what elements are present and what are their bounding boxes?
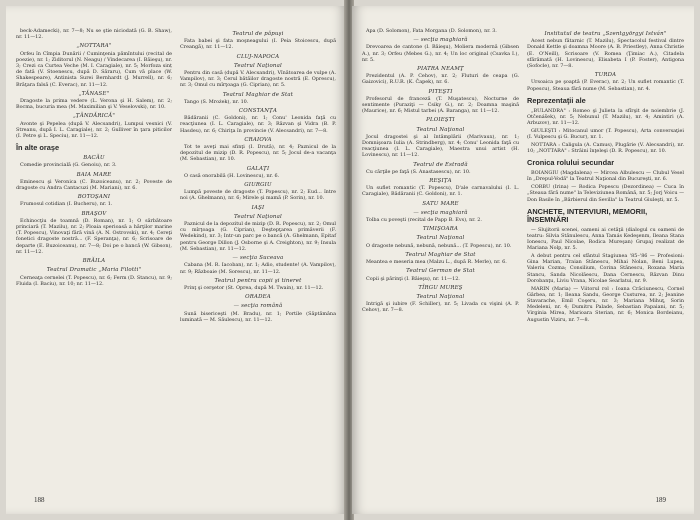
venue-heading: „TĂNASE"	[78, 90, 110, 97]
entry-paragraph: Drevoarea de cantone (I. Băieşu), Moliera modernă (Gibsen A.), nr. 3; Orfeu (Mebes G.), nr. 4; Un loc original (Csavka I.), nr. 5.	[362, 44, 519, 63]
venue-heading: SATU MARE	[422, 200, 459, 207]
section-heading: Reprezentaţii ale	[527, 95, 586, 105]
entry-paragraph: Ursoaica pe şoaptă (P. Everac), nr. 2; Un suflet romantic (T. Popescu), Steaua fără nume (M. Sebastian), nr. 4.	[527, 79, 684, 92]
venue-heading: Teatrul Naţional	[234, 62, 282, 69]
venue-heading: Teatrul Maghiar de Stat	[222, 91, 294, 98]
venue-heading: Teatrul Naţional	[234, 213, 282, 220]
entry-paragraph: GIULEŞTI : Mitocanul umor (T. Popescu), Arta conversaţiei (I. Vulpescu şi G. Bucur), nr. 1.	[527, 127, 684, 141]
entry-paragraph: Echinocţiu de toamnă (D. Roman), nr. 1; O sărbătoare princiară (T. Mazilu), nr. 2; Ploaia sperioasă a hărţilor marine (T. Popescu), Vinovaţi fără vină (A. N. Ostrovski), nr. 4; Cereţi fonetici dragoste nostră... (F. Speranţa), nr. 6; Scrisoare de departe (E. Buzoiceanu), nr. 7—8; Doi pe o bancă (W. Gibson), nr. 11—12.	[16, 217, 172, 255]
venue-heading: BRĂILA	[82, 258, 106, 265]
entry-paragraph: Meantea e meseria mea (Malzu L., după R. Merle), nr. 6.	[366, 259, 507, 266]
venue-heading: CRAIOVA	[244, 136, 272, 143]
venue-heading: Teatrul Naţional	[416, 293, 465, 300]
entry-paragraph: Copii şi părinţi (I. Băieşu), nr. 11—12.	[366, 275, 460, 282]
entry-paragraph: Cerneaţa cernelei (T. Popescu), nr. 6; Ferm (D. Stancu), nr. 9; Fluida (I. Baciu), nr. 10; nr. 11—12.	[16, 274, 172, 287]
entry-paragraph: Acest nebun fătarnic (T. Mazilu), Spectacolul festival dintre Donald Kettle şi doamna Moore (A. B. Priestley), Anna Christie (E. O'Neill), Scrisoare (V. Romea (Ţimiac A.), Citadela sfărâmată (H. Lovinescu), Elisabeta I (P. Foster), Antigona (Sofocle), nr. 7—8.	[527, 38, 684, 70]
venue-heading: — secţia română	[233, 303, 283, 310]
entry-paragraph: Dragoste la prima vedere (L. Verona şi H. Salem), nr. 2; Bocma, bucuria mea (M. Maximilian şi V. Veselovski), nr. 10.	[16, 98, 172, 111]
entry-paragraph: O casă onorabilă (H. Lovinescu), nr. 6.	[184, 172, 280, 179]
entry-paragraph: Avonte şi Pepelea (după V. Alecsandri), Lumpui vesnici (V. Streanu, după I. L. Caragiale), nr. 2; Gulliver în ţara piticilor (I. Petre şi L. Speciu), nr. 11—12.	[16, 120, 172, 140]
entry-paragraph: A debut pentru cel sfântul Stagiunea '85–'86 — Profesioni: Gina Marian, Traian Stănescu, Mihai Nolan, Beni Lupea, Valeriu Cozma; Consilium, Corina Stănescu, Roxana Maria Stancu, Sanda Nicolăescu, Dana Cernescu, Răzvan Dinu Dorobanţu, Liviu Vrana, Nicolae Searlatui, nr. 9.	[527, 253, 684, 284]
entry-paragraph: O dragoste nebună, nebună, nebună... (T. Popescu), nr. 10.	[366, 242, 512, 249]
page-number-left: 188	[34, 496, 45, 504]
entry-paragraph: Tango (S. Mrożek), nr. 10.	[184, 98, 249, 105]
entry-paragraph: Lumpă poveste de dragoste (T. Popescu), nr. 2; Eud... între noi (A. Ghelmann), nr. 6; Mirele şi mamă (P. Sorin), nr. 10.	[180, 189, 336, 202]
venue-heading: Teatrul Dramatic „Maria Filotti"	[46, 267, 142, 274]
section-heading: În alte oraşe	[16, 143, 60, 153]
venue-heading: Institutul de teatru „Szentgyörgyi István"	[544, 31, 667, 37]
entry-paragraph: BOIANGIU (Magdalena) — Mircea Albulescu — Clubul Vesel în „Drepul-Vodă" la Teatrul Naţional din Bucureşti, nr. 6.	[527, 170, 684, 183]
left-page-column-2	[180, 28, 336, 504]
entry-paragraph: beck-Adamecki), nr. 7—8; Nu se ştie niciodată (G. B. Shaw), nr. 11—12.	[16, 28, 172, 41]
left-page	[6, 6, 346, 514]
entry-paragraph: Sună bisericeşti (M. Bradu), nr. 1; Portile (Săptămâna luminată — M. Săulescu), nr. 11—12.	[180, 310, 336, 323]
section-heading: ANCHETE, INTERVIURI, MEMORII, ÎNSEMNĂRI	[527, 206, 648, 224]
venue-heading: CONSTANŢA	[238, 108, 278, 115]
venue-heading: TÎRGU MUREŞ	[418, 284, 463, 291]
entry-paragraph: Apa (D. Solomon), Fata Morgana (D. Solomon), nr. 3.	[366, 28, 497, 34]
entry-paragraph: Prezidentul (A. P. Cehov), nr. 2; Fluturi de ceapa (G. Gaizovici), R.U.R. (K. Čapek), nr. 6.	[362, 73, 519, 86]
venue-heading: — secţia maghiară	[413, 37, 468, 44]
venue-heading: GALAŢI	[246, 165, 270, 172]
venue-heading: BRAŞOV	[81, 210, 107, 217]
venue-heading: PITEŞTI	[428, 88, 453, 95]
entry-paragraph: Intrigă şi iubire (F. Schiller), nr. 5; Livada cu vişini (A. P. Cehov), nr. 7—8.	[362, 301, 519, 314]
entry-paragraph: Jocul dragostei şi al întâmplării (Marivaux), nr. 1; Domnişoara Iulia (A. Strindberg), nr. 4; Conu' Leonida faţă cu reacţiunea (I. L. Caragiale), Maestra unui artist (H. Lovinescu), nr. 11—12.	[362, 133, 519, 159]
venue-heading: Teatrul Naţional	[416, 235, 465, 242]
venue-heading: Teatrul de Estradă	[413, 161, 468, 168]
venue-heading: PIATRA NEAMŢ	[417, 66, 464, 73]
venue-heading: Teatrul German de Stat	[406, 268, 475, 275]
venue-heading: BAIA MARE	[76, 171, 112, 178]
entry-paragraph: Cu cărţile pe faţă (S. Anastasescu), nr. 10.	[366, 168, 471, 175]
entry-paragraph: NOTTARA : Caligula (A. Camus), Plugărie (V. Alecsandri), nr. 10; „NOTTARA" : Străini înţeleşi (D. R. Popescu), nr. 10.	[527, 141, 684, 155]
venue-heading: BOTOŞANI	[77, 194, 111, 201]
entry-paragraph: Comedie provincială (G. Genoiu), nr. 3.	[20, 162, 117, 169]
venue-heading: Teatrul de păpuşi	[232, 31, 284, 37]
entry-paragraph: Fata babei şi fata moşneagului (I. Peia Stoicescu, după Creangă), nr. 11—12.	[180, 38, 336, 51]
entry-paragraph: — Slujitorii scenei, oameni ai cetăţii (dialogul cu oameni de teatru: Silvia Stănulescu, Anna Tamás Kedeşenm, Ileana Stana Ionescu, Paul Nicolae, Rodica Mureşan) Grupaj realizat de Mariana Nolp, nr. 5.	[527, 226, 684, 252]
entry-paragraph: Tolba cu poveşti (recital de Papp B. Evs), nr. 2.	[366, 217, 482, 224]
entry-paragraph: Profesorul de franceză (T. Muşatescu), Nocturne de sentimente (Puraziţi — Csiky G.), nr. 2; Doamna maşină (Maurice), nr. 6; Mistul tarbei (A. Baranga), nr. 11—12.	[362, 95, 519, 115]
right-page-column-2	[527, 28, 684, 504]
venue-heading: GIURGIU	[244, 182, 272, 189]
venue-heading: Teatrul Naţional	[416, 126, 465, 133]
venue-heading: — secţia maghiară	[413, 209, 468, 216]
entry-paragraph: Orfeu în Cîmpia Dunării / Cuminţenia pămîntului (recital de poezie), nr. 1; Ziditorul (N. Neagu) / Vindecarea (I. Băieşu), nr. 3; Crezi ca Curtea Veche (M. I. Caragiale), nr. 5; Morfoza sinț de fată (V. Stoenescu, după D. Săraru), Cum vă place (W. Shakespeare), Antinista Surei Bernhardt (J. Murrell), nr. 6; Brăţara falsă (C. Everac), nr. 11—12.	[16, 50, 172, 88]
entry-paragraph: Frumosul cotidian (I. Bucheru), nr. 1.	[20, 201, 113, 208]
venue-heading: IAŞI	[251, 204, 265, 211]
venue-heading: PLOIEŞTI	[426, 117, 455, 124]
entry-paragraph: CORBU (Irina) — Rodica Popescu (Dezordinea) — Cuca în „Steaua fără nume" la Televiziunea Română, nr. 5; Jorj Voicu — Don Basile în „Bărbierul din Sevilla" la Teatrul Giuleşti, nr. 5.	[527, 184, 684, 203]
venue-heading: TURDA	[594, 72, 617, 79]
page-number-right: 189	[655, 496, 666, 504]
venue-heading: CLUJ-NAPOCA	[236, 53, 280, 60]
entry-paragraph: Cabana (M. R. Iacoban), nr. 1; Adio, studente! (A. Vampilov), nr. 9; Războaie (M. Sorescu), nr. 11—12.	[180, 262, 336, 275]
venue-heading: BACĂU	[83, 155, 105, 162]
venue-heading: „ŢĂNDĂRICĂ"	[72, 113, 116, 120]
venue-heading: REŞIŢA	[429, 178, 452, 185]
venue-heading: — secţia Suceava	[232, 255, 284, 262]
venue-heading: ORADEA	[245, 294, 271, 301]
entry-paragraph: Paznicul de la depozitul de mizip (D. R. Popescu), nr. 2; Omul cu mîrţoaga (G. Ciprian), Deştepţarea primăverii (F. Wedekind), nr. 3; Intr-un parc pe o bancă (A. Ghelmann, Epitaf pentru George Dillon (J. Osborne şi A. Creighton), nr. 9; Insula (M. Sebastian), nr. 11—12.	[180, 221, 336, 252]
entry-paragraph: Un suflet romantic (T. Popescu), D'ale carnavalului (I. L. Caragiale), Bădăranii (C. Goldoni), nr. 1.	[362, 185, 519, 198]
venue-heading: TIMIŞOARA	[422, 226, 459, 233]
venue-heading: Teatrul Maghiar de Stat	[405, 251, 476, 258]
entry-paragraph: „BULANDRA" : Romeo şi Julieta la sfîrşit de noiembrie (J. Otčenášek), nr. 5; Nebunul (T. Mazilu), nr. 4; Amintiri (A. Arbuzov), nr. 11—12.	[527, 107, 684, 127]
left-page-column-1	[16, 28, 172, 504]
entry-paragraph: Bădăranii (C. Goldoni), nr. 1; Conu' Leonida faţă cu reacţiunea (I. L. Caragiale), nr. 3; Răzvan şi Vidra (B. P. Hasdeu), nr. 6; Chiriţa în provincie (V. Alecsandri), nr. 7—8.	[180, 115, 336, 134]
entry-paragraph: MARIN (Maria) — Viitorul rol : Ioana Crăciunescu, Cornel Gârbea, nr. 1; Ileana Sandu, George Custurea, nr. 2; Jeanine Stavarache, Emil Coşeru, nr. 3; Mariana Mihuţ, Sorin Medeleni, nr. 4; Dumitru Palade, Sebastian Papaiani, nr. 5; Virginia Mirea, Marioara Sterian, nr. 6; Monica Bordeianu, Augustin Viziru, nr. 7—8.	[527, 285, 684, 323]
section-heading: Cronica rolului secundar	[527, 158, 615, 168]
entry-paragraph: Prinţ şi cerşetor (St. Oprea, după M. Twain), nr. 11—12.	[184, 284, 324, 291]
entry-paragraph: Pentru din casă (după V. Alecsandri), Vînătoarea de vulpe (A. Vampilov), nr. 3; Cerul bătăilor dragoste nostră (E. Oprescu), nr. 3; Omul cu mîrţoaga (G. Ciprian), nr. 5.	[180, 70, 336, 89]
entry-paragraph: Eminescu şi Veronica (C. Buzoiceanu), nr. 2; Poveste de dragoste cu Andra Cantacuzi (M. Mariani), nr. 6.	[16, 178, 172, 192]
entry-paragraph: Tot te aveţi mai sfinţi (I. Drută), nr. 4; Paznicul de la depozitul de mizip (D. R. Popescu), nr. 5; Jocul de-a vacanţa (M. Sebastian), nr. 10.	[180, 144, 336, 163]
venue-heading: Teatrul pentru copii şi tineret	[214, 277, 302, 284]
right-page-column-1	[362, 28, 519, 504]
venue-heading: „NOTTARA"	[76, 43, 112, 50]
right-page	[352, 6, 694, 514]
